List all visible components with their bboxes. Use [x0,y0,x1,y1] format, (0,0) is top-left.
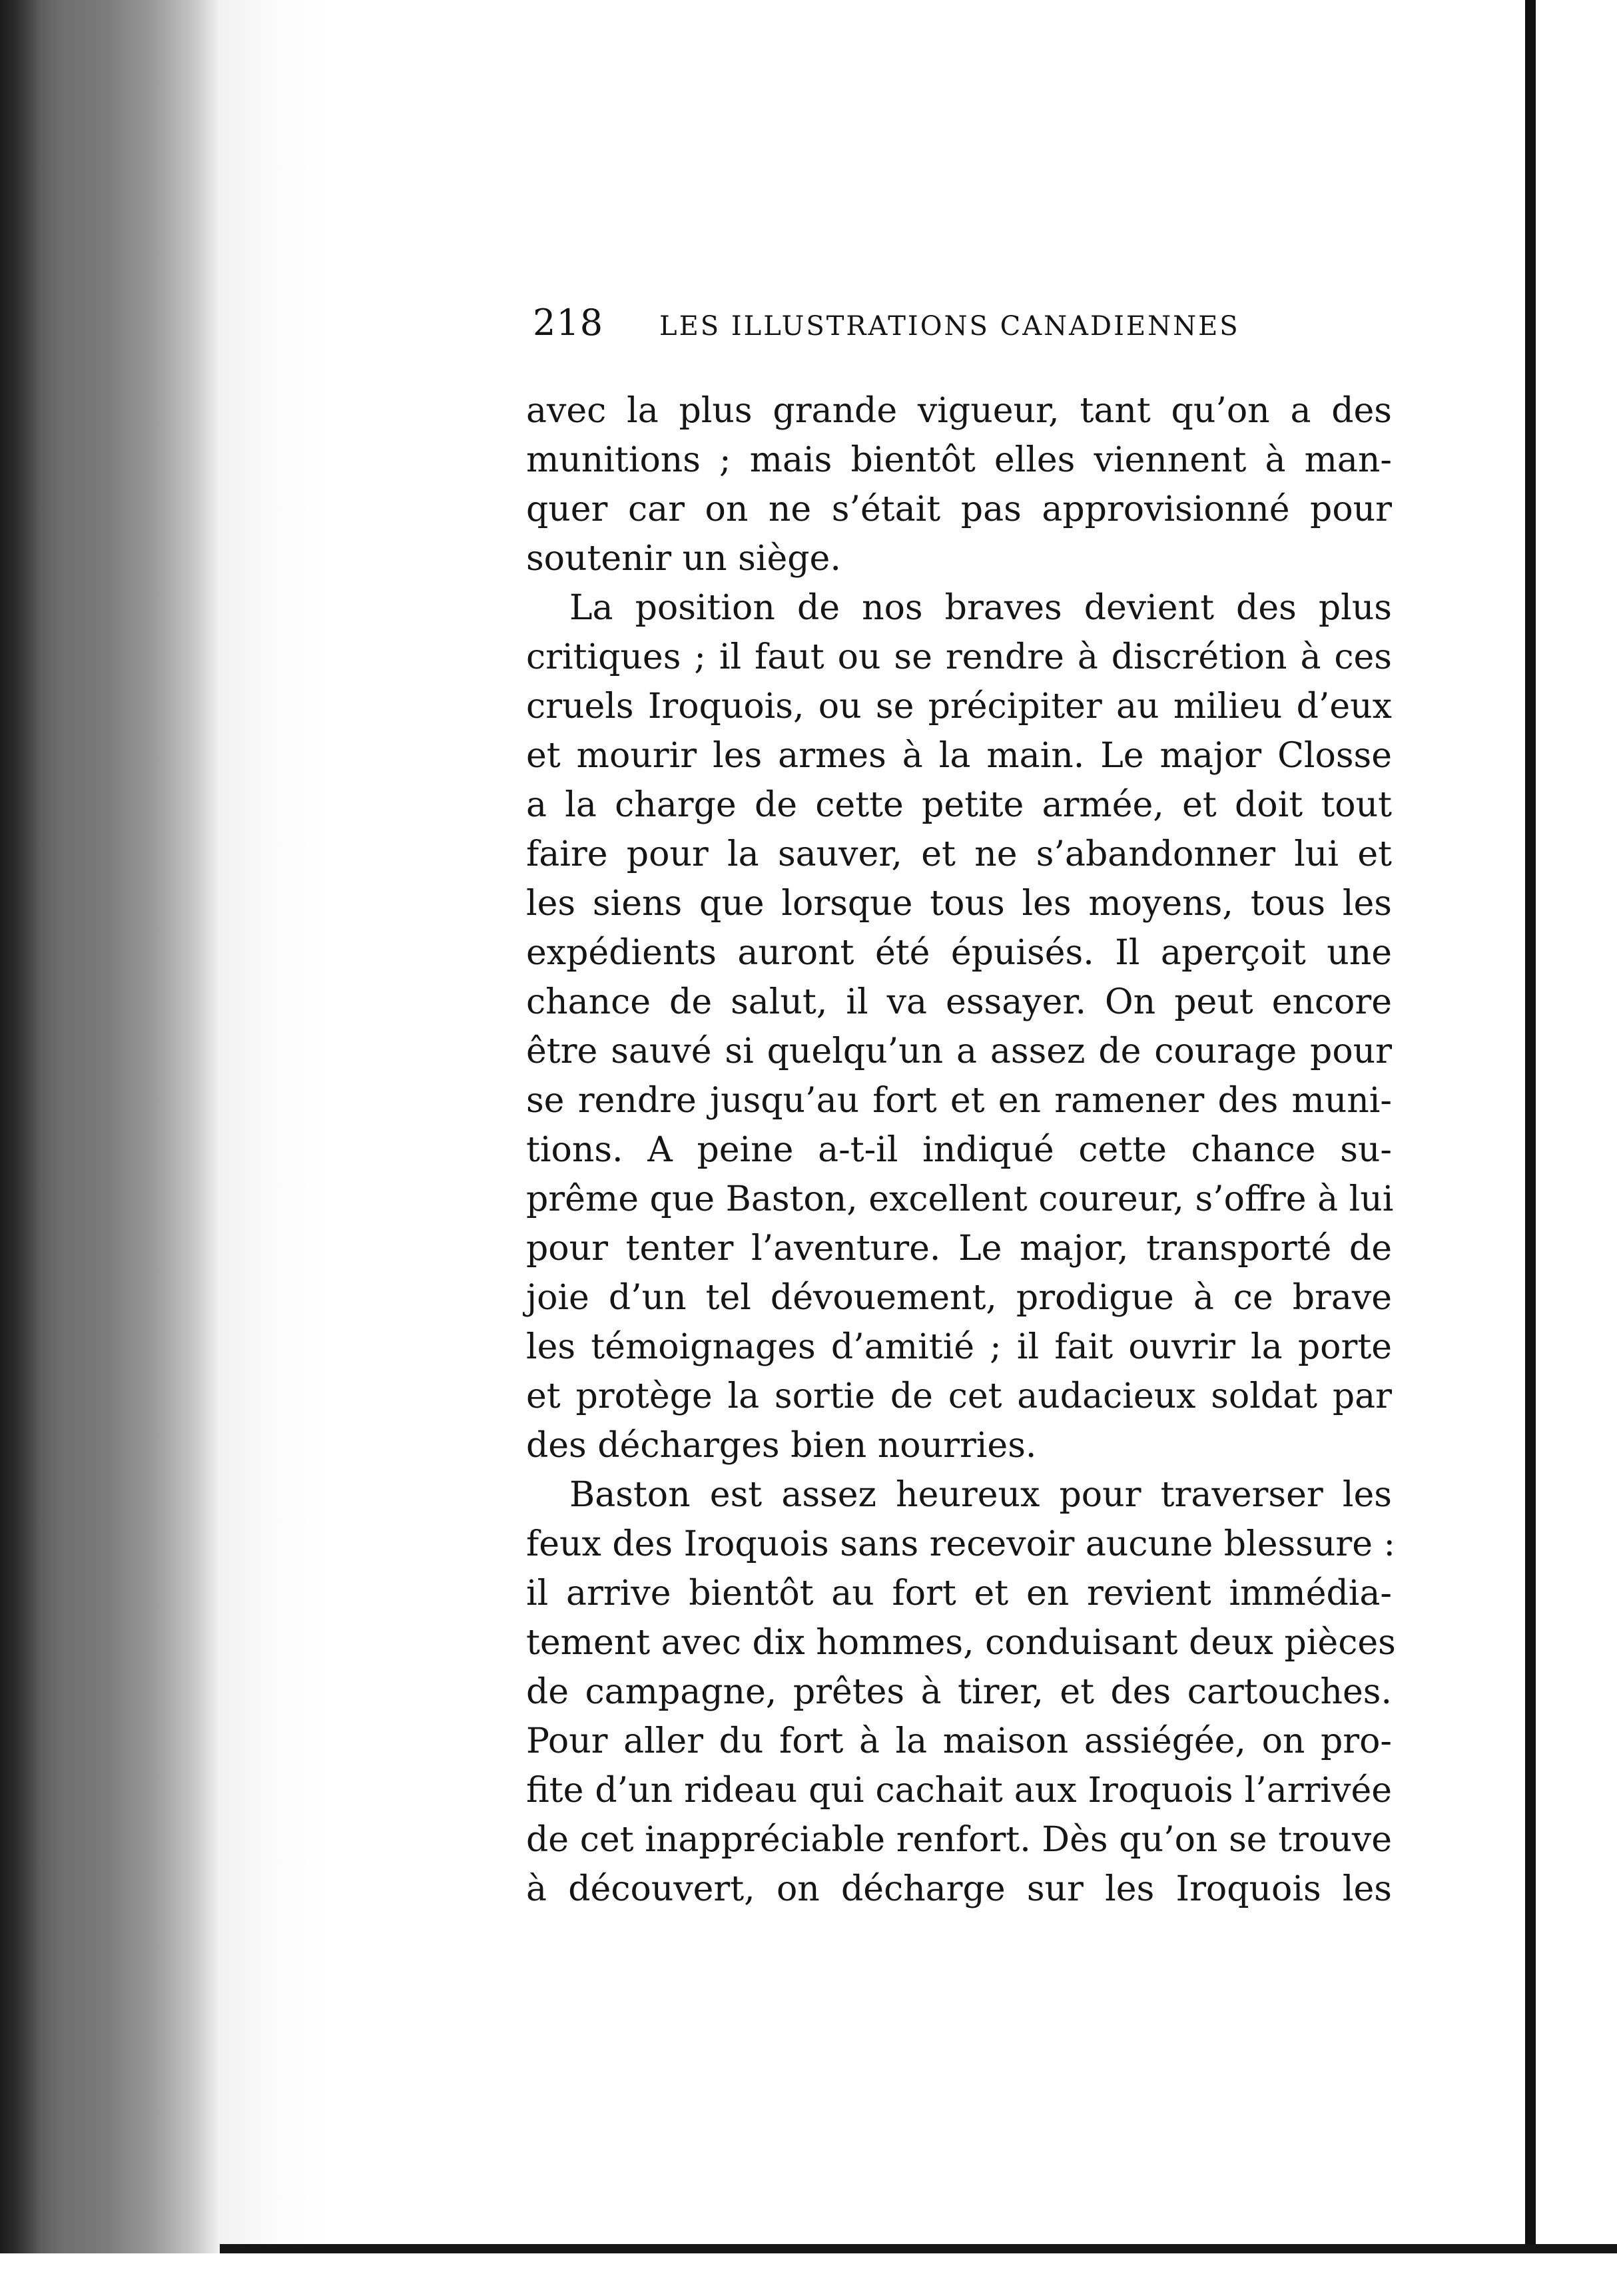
book-title: LES ILLUSTRATIONS CANADIENNES [659,311,1240,342]
text-line: se rendre jusqu’au fort et en ramener des muni- [526,1081,1392,1121]
text-line: il arrive bientôt au fort et en revient immédia- [526,1574,1392,1613]
page-number: 218 [533,302,604,344]
text-line: soutenir un siège. [526,539,841,579]
text-line: et protège la sortie de cet audacieux soldat par [526,1376,1392,1416]
text-line: faire pour la sauver, et ne s’abandonner lui et [526,834,1392,874]
text-line: critiques ; il faut ou se rendre à discrétion à ces [526,637,1392,677]
text-line: tement avec dix hommes, conduisant deux pièces [526,1623,1396,1663]
text-line: de cet inappréciable renfort. Dès qu’on se trouve [526,1820,1392,1860]
text-line: joie d’un tel dévouement, prodigue à ce brave [526,1278,1392,1318]
text-line: La position de nos braves devient des plus [569,588,1392,628]
text-line: prême que Baston, excellent coureur, s’offre à lui [526,1179,1394,1219]
text-line: chance de salut, il va essayer. On peut encore [526,982,1392,1022]
text-line: à découvert, on décharge sur les Iroquois les [526,1869,1392,1909]
text-line: pour tenter l’aventure. Le major, transporté de [526,1229,1392,1269]
text-line: quer car on ne s’était pas approvisionné pour [526,489,1392,529]
text-line: Pour aller du fort à la maison assiégée, on pro- [526,1721,1392,1761]
gutter-shadow [0,0,40,2296]
text-line: expédients auront été épuisés. Il aperçoit une [526,933,1392,973]
text-line: être sauvé si quelqu’un a assez de courage pour [526,1031,1392,1071]
text-line: les témoignages d’amitié ; il fait ouvrir la porte [526,1327,1392,1367]
text-line: a la charge de cette petite armée, et doit tout [526,785,1392,825]
body-text [526,386,1396,1914]
text-line: les siens que lorsque tous les moyens, tous les [526,884,1392,924]
text-line: tions. A peine a-t-il indiqué cette chance su- [526,1130,1392,1170]
bottom-page-edge [220,2244,1617,2253]
text-line: fite d’un rideau qui cachait aux Iroquois l’arrivée [526,1771,1392,1811]
text-line: Baston est assez heureux pour traverser les [569,1475,1392,1515]
text-line: des décharges bien nourries. [526,1426,1037,1466]
text-line: feux des Iroquois sans recevoir aucune blessure : [526,1524,1396,1564]
text-line: cruels Iroquois, ou se précipiter au milieu d’eux [526,687,1392,726]
text-line: avec la plus grande vigueur, tant qu’on a des [526,391,1392,431]
right-page-edge [1525,0,1536,2251]
bottom-margin [0,2253,1617,2296]
text-line: de campagne, prêtes à tirer, et des cartouches. [526,1672,1392,1712]
text-line: et mourir les armes à la main. Le major Closse [526,736,1392,776]
running-head [533,300,1272,346]
text-line: munitions ; mais bientôt elles viennent à man- [526,440,1392,480]
